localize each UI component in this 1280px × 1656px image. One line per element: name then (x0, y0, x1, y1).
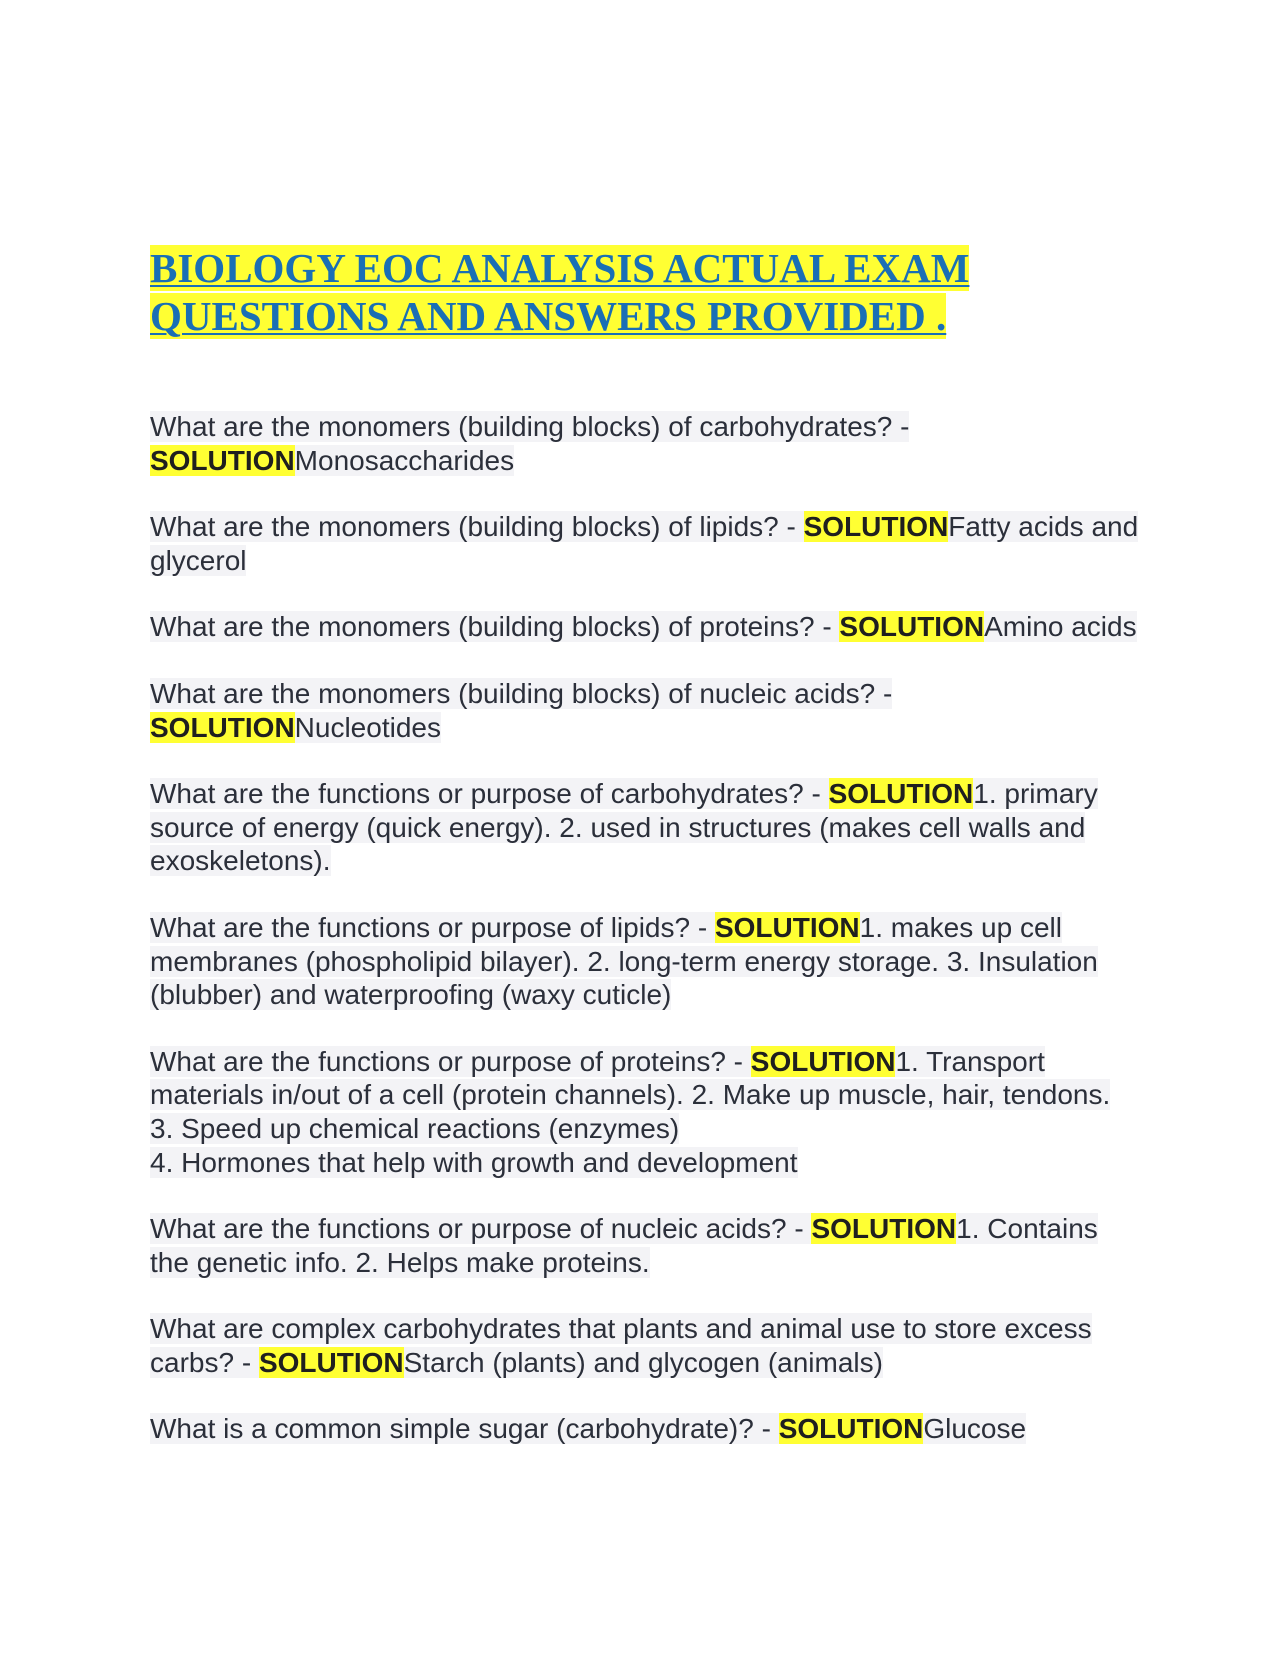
qa-item (150, 1212, 1140, 1279)
answer-text: Nucleotides (294, 711, 441, 743)
qa-item (150, 677, 1140, 744)
solution-label: SOLUTION (803, 511, 949, 543)
answer-text: 1. primary source of energy (quick energy). 2. used in structures (makes cell walls and exoskeletons). (150, 778, 1098, 877)
answer-text: 1. Contains the genetic info. 2. Helps make proteins. (150, 1213, 1098, 1278)
qa-list (150, 410, 1140, 1479)
answer-text: 1. Transport materials in/out of a cell (protein channels). 2. Make up muscle, hair, tendons. 3. Speed up chemical reactions (enzymes) (150, 1045, 1111, 1144)
qa-item (150, 1312, 1140, 1379)
solution-label: SOLUTION (839, 611, 985, 643)
question-text: What are the monomers (building blocks) of carbohydrates? - (150, 411, 910, 442)
qa-item (150, 777, 1140, 878)
question-text: What are the functions or purpose of lipids? - (150, 911, 715, 943)
question-text: What are the functions or purpose of proteins? - (150, 1045, 751, 1077)
question-text: What is a common simple sugar (carbohydrate)? - (150, 1413, 779, 1445)
solution-label: SOLUTION (150, 444, 295, 476)
document-title (150, 244, 1050, 340)
title-line-2: QUESTIONS AND ANSWERS PROVIDED . (150, 293, 947, 339)
solution-label: SOLUTION (714, 911, 860, 943)
solution-label: SOLUTION (150, 711, 295, 743)
question-text: What are the functions or purpose of nucleic acids? - (150, 1213, 812, 1245)
answer-text: Fatty acids and glycerol (150, 511, 1139, 576)
title-line-1: BIOLOGY EOC ANALYSIS ACTUAL EXAM (150, 245, 970, 291)
solution-label: SOLUTION (258, 1346, 404, 1378)
answer-text: Monosaccharides (294, 444, 515, 476)
qa-item (150, 1045, 1140, 1179)
qa-item (150, 610, 1140, 644)
question-text: What are the monomers (building blocks) of nucleic acids? - (150, 677, 893, 709)
qa-item (150, 1412, 1140, 1446)
qa-item (150, 410, 1140, 477)
answer-text-continued: 4. Hormones that help with growth and development (150, 1146, 798, 1178)
solution-label: SOLUTION (828, 778, 974, 810)
solution-label: SOLUTION (750, 1045, 896, 1077)
answer-text: Glucose (923, 1413, 1027, 1445)
qa-item (150, 911, 1140, 1012)
answer-text: 1. makes up cell membranes (phospholipid bilayer). 2. long-term energy storage. 3. Insulation (blubber) and waterproofing (waxy cuticle) (150, 911, 1098, 1011)
question-text: What are the monomers (building blocks) of proteins? - (150, 611, 840, 643)
qa-item (150, 510, 1140, 577)
question-text: What are complex carbohydrates that plants and animal use to store excess carbs? - (150, 1313, 1092, 1378)
question-text: What are the functions or purpose of carbohydrates? - (150, 778, 829, 810)
solution-label: SOLUTION (811, 1213, 957, 1245)
solution-label: SOLUTION (778, 1413, 924, 1445)
answer-text: Starch (plants) and glycogen (animals) (403, 1346, 883, 1378)
question-text: What are the monomers (building blocks) of lipids? - (150, 511, 804, 543)
answer-text: Amino acids (984, 611, 1137, 643)
